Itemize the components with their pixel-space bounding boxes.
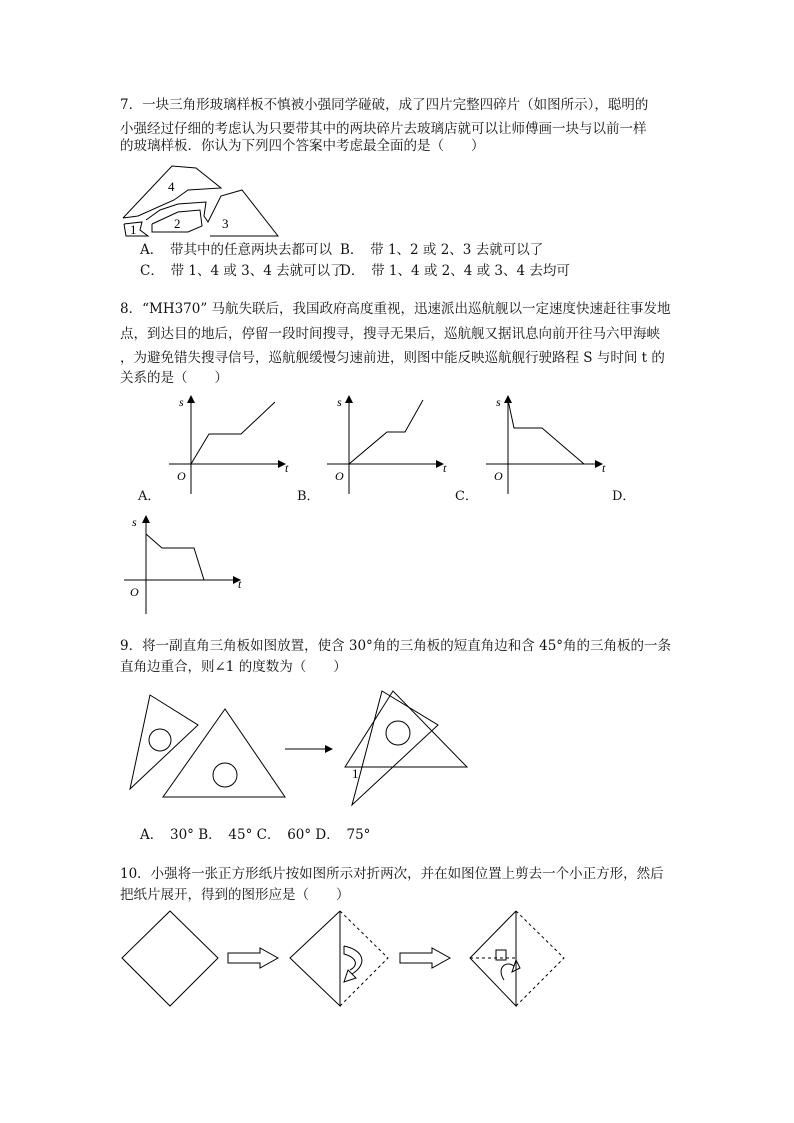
folded-once: [290, 911, 340, 1006]
q7-line-1: 7．一块三角形玻璃样板不慎被小强同学碰破，成了四片完整四碎片（如图所示），聪明的: [120, 97, 649, 113]
graph-b-t: t: [443, 461, 447, 475]
graph-d-s: s: [132, 515, 137, 529]
graph-a: [165, 392, 295, 497]
graph-d: [120, 512, 250, 617]
q7-option-d: D． 带 1、4 或 2、4 或 3、4 去均可: [340, 263, 570, 279]
piece-4-label: 4: [168, 179, 175, 194]
q7-line-3: 的玻璃样板．你认为下列四个答案中考虑最全面的是（ ）: [120, 138, 485, 154]
graph-b-label: B．: [297, 489, 320, 504]
square-paper: [122, 911, 218, 1006]
graph-b: [323, 392, 453, 497]
q9-line-2: 直角边重合，则∠1 的度数为（ ）: [120, 659, 347, 675]
piece-3-label: 3: [222, 216, 229, 231]
graph-a-label: A．: [138, 489, 161, 504]
q7-option-a: A． 带其中的任意两块去都可以: [140, 242, 332, 258]
graph-a-s: s: [179, 395, 184, 409]
q10-line-1: 10．小强将一张正方形纸片按如图所示对折两次，并在如图位置上剪去一个小正方形，然后: [120, 866, 664, 882]
q9-options: A． 30° B． 45° C． 60° D． 75°: [140, 827, 371, 843]
graph-c-label: C．: [455, 489, 478, 504]
q9-line-1: 9．将一副直角三角板如图放置，使含 30°角的三角板的短直角边和含 45°角的三角板的一条: [120, 638, 672, 654]
graph-b-s: s: [337, 395, 342, 409]
q8-line-2: 点，到达目的地后，停留一段时间搜寻，搜寻无果后，巡航舰又据讯息向前开往马六甲海峡: [120, 326, 660, 342]
graph-a-t: t: [285, 461, 289, 475]
fold-curl-arrow-1: [344, 946, 362, 982]
graph-c-o: O: [494, 469, 503, 483]
q7-option-b: B． 带 1、2 或 2、3 去就可以了: [340, 242, 544, 258]
q8-line-4: 关系的是（ ）: [120, 370, 228, 386]
q8-line-1: 8．“MH370” 马航失联后，我国政府高度重视，迅速派出巡航舰以一定速度快速赶往事发地: [120, 301, 671, 317]
paper-folding-figure: [118, 906, 578, 1016]
graph-b-o: O: [335, 469, 344, 483]
fold-arrow-2: [400, 948, 450, 968]
piece-1-label: 1: [130, 222, 137, 237]
q7-line-2: 小强经过仔细的考虑认为只要带其中的两块碎片去玻璃店就可以让师傅画一块与以前一样: [120, 121, 647, 137]
graph-d-o: O: [130, 585, 139, 599]
q7-option-c: C． 带 1、4 或 3、4 去就可以了: [140, 263, 344, 279]
piece-2-label: 2: [174, 216, 181, 231]
graph-c: [482, 392, 612, 497]
set-squares-figure: [120, 685, 480, 810]
graph-c-t: t: [602, 461, 606, 475]
q8-line-3: ，为避免错失搜寻信号，巡航舰缓慢匀速前进，则图中能反映巡航舰行驶路程 S 与时间 t 的: [120, 350, 665, 366]
q10-line-2: 把纸片展开，得到的图形应是（ ）: [120, 887, 350, 903]
graph-d-label: D．: [612, 489, 636, 504]
graph-a-o: O: [177, 469, 186, 483]
graph-c-s: s: [496, 395, 501, 409]
graph-d-t: t: [238, 577, 242, 591]
angle-1-label: 1: [352, 766, 359, 781]
fold-curl-arrow-2: [501, 960, 520, 980]
broken-glass-figure: [118, 160, 288, 240]
fold-arrow-1: [228, 948, 278, 968]
